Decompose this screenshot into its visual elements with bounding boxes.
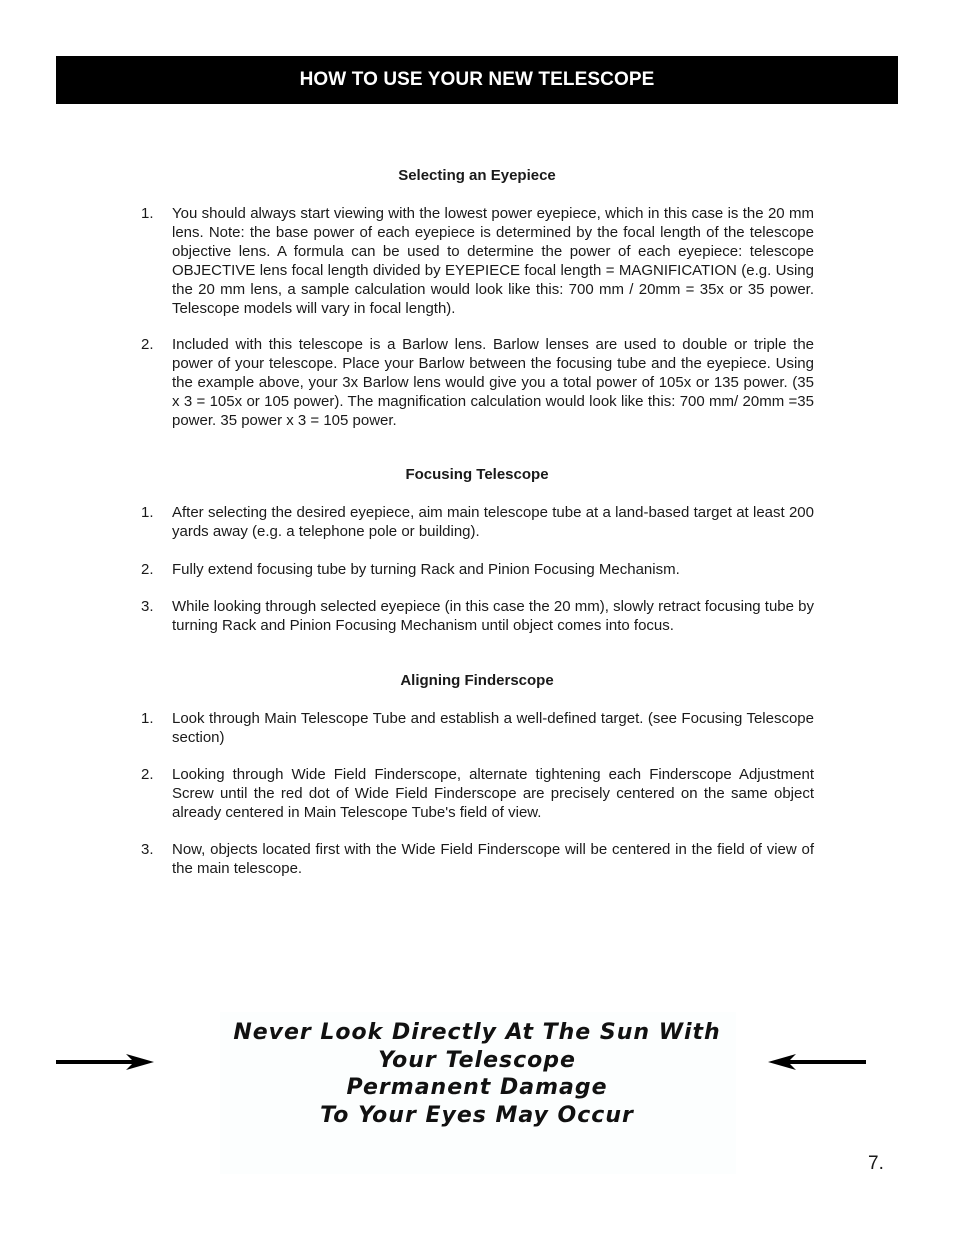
list-item-text: Included with this telescope is a Barlow lens. Barlow lenses are used to double or triple the power of your telescope. Place your Barlow between the focusing tube and the eyepiece. Using the example above, your 3x Barlow lens would give you a total power of 105x or 135 power. (35 x 3 = 105x or 105 power). The magnification calculation would look like this: 700 mm/ 20mm =35 power. 35 power x 3 = 105 power.: [172, 336, 814, 429]
list-item: [141, 560, 814, 579]
list-item-text: Now, objects located first with the Wide Field Finderscope will be centered in the field of view of the main telescope.: [172, 841, 814, 877]
list-item-text: After selecting the desired eyepiece, aim main telescope tube at a land-based target at least 200 yards away (e.g. a telephone pole or building).: [172, 504, 814, 540]
list-item: [141, 503, 814, 541]
list-item: [141, 765, 814, 822]
warning-line: To Your Eyes May Occur: [320, 1102, 634, 1128]
warning-line: Permanent Damage: [346, 1075, 608, 1100]
section-title-aligning-finderscope: Aligning Finderscope: [400, 672, 554, 689]
page-number: 7.: [868, 1153, 884, 1174]
list-item-number: 3.: [141, 841, 154, 858]
list-item-number: 1.: [141, 205, 154, 222]
page-header-bar: [56, 56, 898, 104]
list-item-text: You should always start viewing with the lowest power eyepiece, which in this case is the 20 mm lens. Note: the base power of each eyepiece is determined by the focal length of the telescope objective lens. A formula can be used to determine the power of each eyepiece: telescope OBJECTIVE lens focal length divided by EYEPIECE focal length = MAGNIFICATION (e.g. Using the 20 mm lens, a sample calculation would look like this: 700 mm / 20mm = 35x or 35 power. Telescope models will vary in focal length).: [172, 205, 814, 317]
list-item-text: Fully extend focusing tube by turning Rack and Pinion Focusing Mechanism.: [172, 561, 680, 578]
warning-line: Your Telescope: [378, 1047, 576, 1073]
list-item: [141, 709, 814, 747]
list-item-number: 2.: [141, 336, 154, 353]
list-item-number: 3.: [141, 598, 154, 615]
list-item-number: 1.: [141, 504, 154, 521]
page-header-title: HOW TO USE YOUR NEW TELESCOPE: [299, 69, 655, 90]
list-item: [141, 204, 814, 318]
warning-line: Never Look Directly At The Sun With: [233, 1020, 721, 1045]
list-item-number: 1.: [141, 710, 154, 727]
list-item-number: 2.: [141, 766, 154, 783]
list-item: [141, 840, 814, 878]
list-item-text: Look through Main Telescope Tube and establish a well-defined target. (see Focusing Telescope section): [172, 710, 814, 746]
list-item: [141, 335, 814, 430]
list-item: [141, 597, 814, 635]
section-title-selecting-eyepiece: Selecting an Eyepiece: [398, 167, 556, 184]
section-title-focusing-telescope: Focusing Telescope: [405, 466, 549, 483]
list-item-text: Looking through Wide Field Finderscope, alternate tightening each Finderscope Adjustment Screw until the red dot of Wide Field Finderscope are precisely centered on the same object already centered in Main Telescope Tube's field of view.: [172, 766, 814, 821]
list-item-text: While looking through selected eyepiece (in this case the 20 mm), slowly retract focusing tube by turning Rack and Pinion Focusing Mechanism until object comes into focus.: [172, 598, 814, 634]
list-item-number: 2.: [141, 561, 154, 578]
sun-warning-text: [0, 1019, 954, 1129]
